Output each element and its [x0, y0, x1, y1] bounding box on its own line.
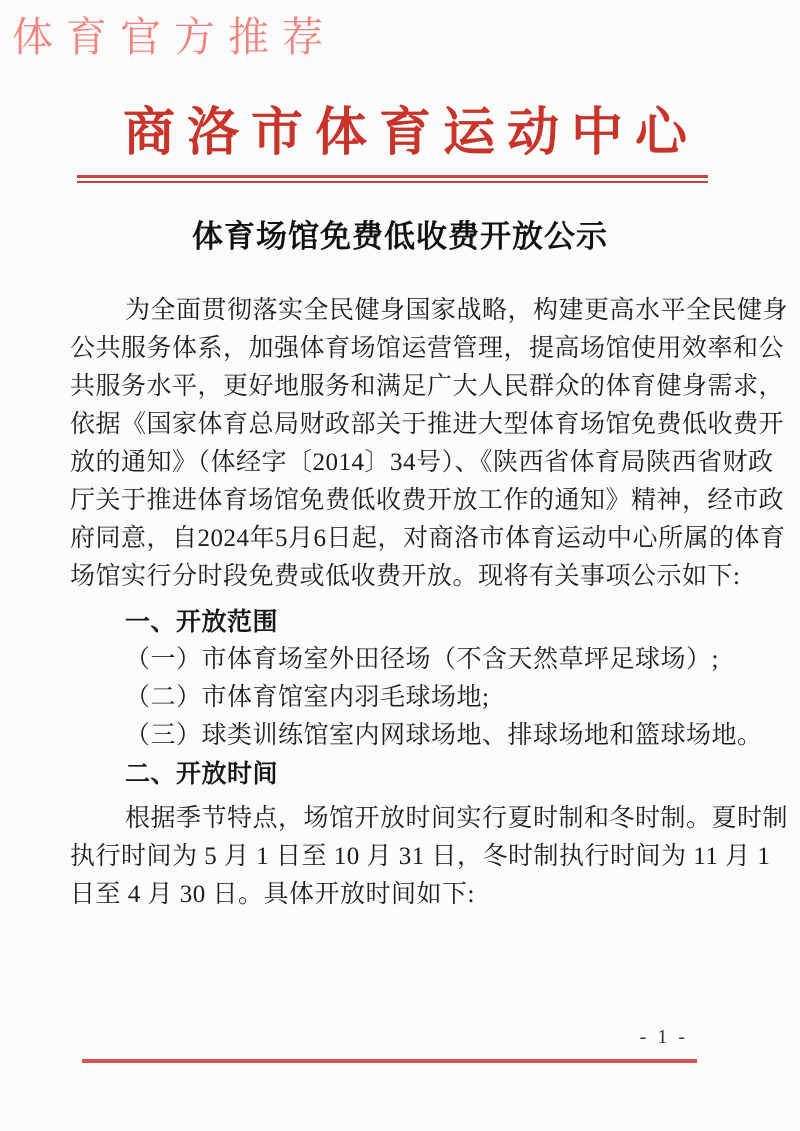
body-line: （三）球类训练馆室内网球场地、排球场地和篮球场地。	[125, 722, 763, 749]
body-line: 日至 4 月 30 日。具体开放时间如下:	[70, 881, 475, 908]
body-line: 依据《国家体育总局财政部关于推进大型体育场馆免费低收费开	[70, 411, 785, 438]
body-line: 根据季节特点，场馆开放时间实行夏时制和冬时制。夏时制	[125, 805, 789, 832]
document-title: 体育场馆免费低收费开放公示	[192, 219, 608, 254]
body-line: 为全面贯彻落实全民健身国家战略，构建更高水平全民健身	[125, 297, 789, 324]
body-line: （一）市体育场室外田径场（不含天然草坪足球场）;	[125, 646, 719, 673]
body-line: 场馆实行分时段免费或低收费开放。现将有关事项公示如下:	[70, 563, 741, 590]
watermark-text: 体育官方推荐	[12, 14, 336, 60]
body-line: 执行时间为 5 月 1 日至 10 月 31 日，冬时制执行时间为 11 月 1	[70, 843, 771, 870]
body-line: 放的通知》（体经字〔2014〕34号）、《陕西省体育局陕西省财政	[70, 449, 774, 476]
body-line: 共服务水平，更好地服务和满足广大人民群众的体育健身需求，	[70, 373, 785, 400]
letterhead-title: 商洛市体育运动中心	[122, 105, 699, 162]
document-body	[70, 292, 789, 914]
section-heading-open-hours: 二、开放时间	[125, 760, 279, 788]
letterhead-double-rule	[77, 175, 708, 183]
section-heading-open-scope: 一、开放范围	[125, 608, 279, 636]
body-line: 公共服务体系，加强体育场馆运营管理，提高场馆使用效率和公	[70, 335, 785, 362]
page-number: - 1 -	[639, 1026, 688, 1048]
body-line: 厅关于推进体育场馆免费低收费开放工作的通知》精神，经市政	[70, 487, 785, 514]
footer-rule	[82, 1059, 697, 1063]
body-line: （二）市体育馆室内羽毛球场地;	[125, 684, 490, 711]
body-line: 府同意，自2024年5月6日起，对商洛市体育运动中心所属的体育	[70, 525, 786, 552]
